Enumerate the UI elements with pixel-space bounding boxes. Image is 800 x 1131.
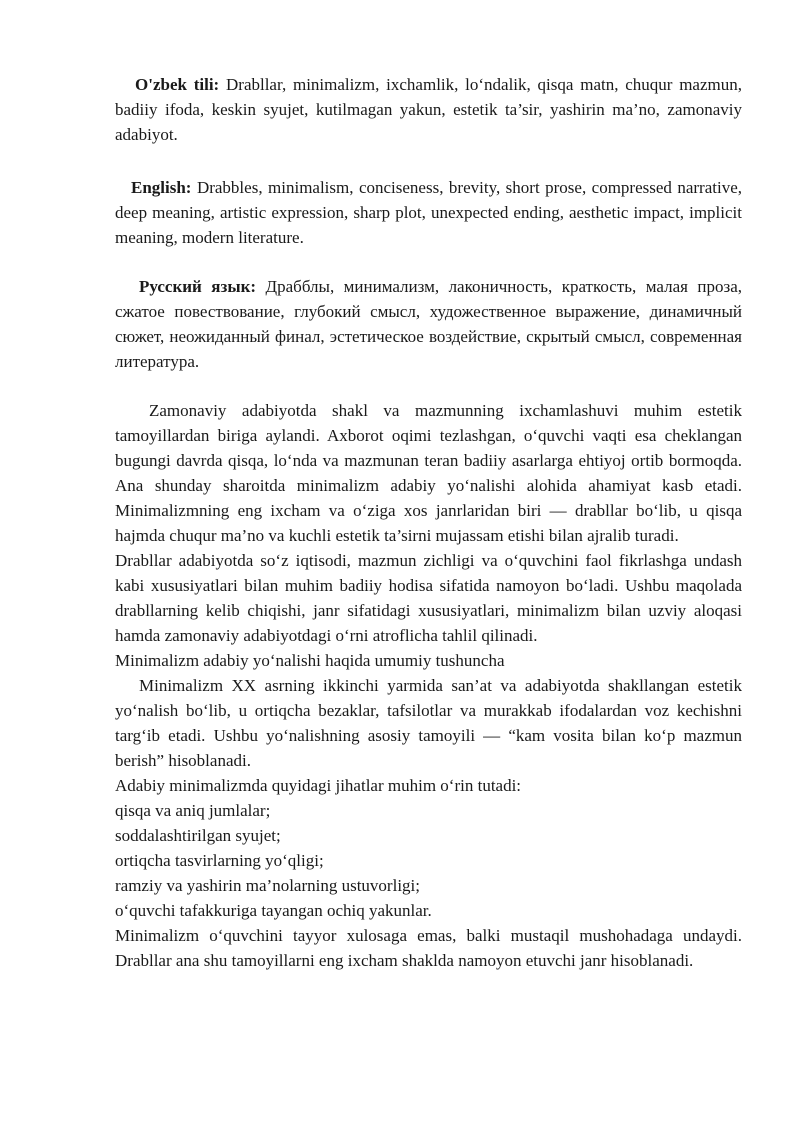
keywords-russian	[115, 274, 742, 374]
section-heading: Minimalizm adabiy yo‘nalishi haqida umumiy tushuncha	[115, 651, 505, 670]
keywords-russian-label: Русский язык:	[139, 277, 257, 296]
list-item: qisqa va aniq jumlalar;	[115, 801, 271, 820]
keywords-uzbek	[115, 72, 742, 147]
closing-paragraph: Minimalizm o‘quvchini tayyor xulosaga emas, balki mustaqil mushohadaga undaydi. Drabllar ana shu tamoyillarni eng ixcham shaklda namoyon etuvchi janr hisoblanadi.	[115, 926, 742, 970]
list-item: ortiqcha tasvirlarning yo‘qligi;	[115, 851, 324, 870]
list-item: ramziy va yashirin ma’nolarning ustuvorligi;	[115, 876, 420, 895]
keywords-uzbek-label: O'zbek tili:	[135, 75, 220, 94]
keywords-english	[115, 175, 742, 250]
list-item: o‘quvchi tafakkuriga tayangan ochiq yakunlar.	[115, 901, 432, 920]
article-body	[115, 398, 742, 973]
list-intro: Adabiy minimalizmda quyidagi jihatlar muhim o‘rin tutadi:	[115, 776, 522, 795]
keywords-uzbek-text: Drabllar, minimalizm, ixchamlik, lo‘ndalik, qisqa matn, chuqur mazmun, badiiy ifoda, keskin syujet, kutilmagan yakun, estetik ta’sir, yashirin ma’no, zamonaviy adabiyot.	[115, 75, 742, 144]
minimalism-paragraph: Minimalizm XX asrning ikkinchi yarmida san’at va adabiyotda shakllangan estetik yo‘nalish bo‘lib, u ortiqcha bezaklar, tafsilotlar va murakkab ifodalardan voz kechishni targ‘ib etadi. Ushbu yo‘nalishning asosiy tamoyili — “kam vosita bilan ko‘p mazmun berish” hisoblanadi.	[115, 676, 742, 770]
intro-paragraph: Zamonaviy adabiyotda shakl va mazmunning ixchamlashuvi muhim estetik tamoyillardan biriga aylandi. Axborot oqimi tezlashgan, o‘quvchi vaqti esa cheklangan bugungi davrda qisqa, lo‘nda va mazmunan teran badiiy asarlarga ehtiyoj ortib bormoqda. Ana shunday sharoitda minimalizm adabiy yo‘nalishi alohida ahamiyat kasb etadi. Minimalizmning eng ixcham va o‘ziga xos janrlaridan biri — drabllar bo‘lib, u qisqa hajmda chuqur ma’no va kuchli estetik ta’sirni mujassam etishi bilan ajralib turadi.	[115, 401, 742, 545]
keywords-russian-text: Драбблы, минимализм, лаконичность, краткость, малая проза, сжатое повествование, глубокий смысл, художественное выражение, динамичный сюжет, неожиданный финал, эстетическое воздействие, скрытый смысл, современная литература.	[115, 277, 742, 371]
keywords-english-label: English:	[131, 178, 192, 197]
keywords-english-text: Drabbles, minimalism, conciseness, brevity, short prose, compressed narrative, deep meaning, artistic expression, sharp plot, unexpected ending, aesthetic impact, implicit meaning, modern literature.	[115, 178, 743, 247]
second-paragraph: Drabllar adabiyotda so‘z iqtisodi, mazmun zichligi va o‘quvchini faol fikrlashga undash kabi xususiyatlari bilan muhim badiiy hodisa sifatida namoyon bo‘ladi. Ushbu maqolada drabllarning kelib chiqishi, janr sifatidagi xususiyatlari, minimalizm bilan uzviy aloqasi hamda zamonaviy adabiyotdagi o‘rni atroflicha tahlil qilinadi.	[115, 551, 742, 645]
list-item: soddalashtirilgan syujet;	[115, 826, 281, 845]
